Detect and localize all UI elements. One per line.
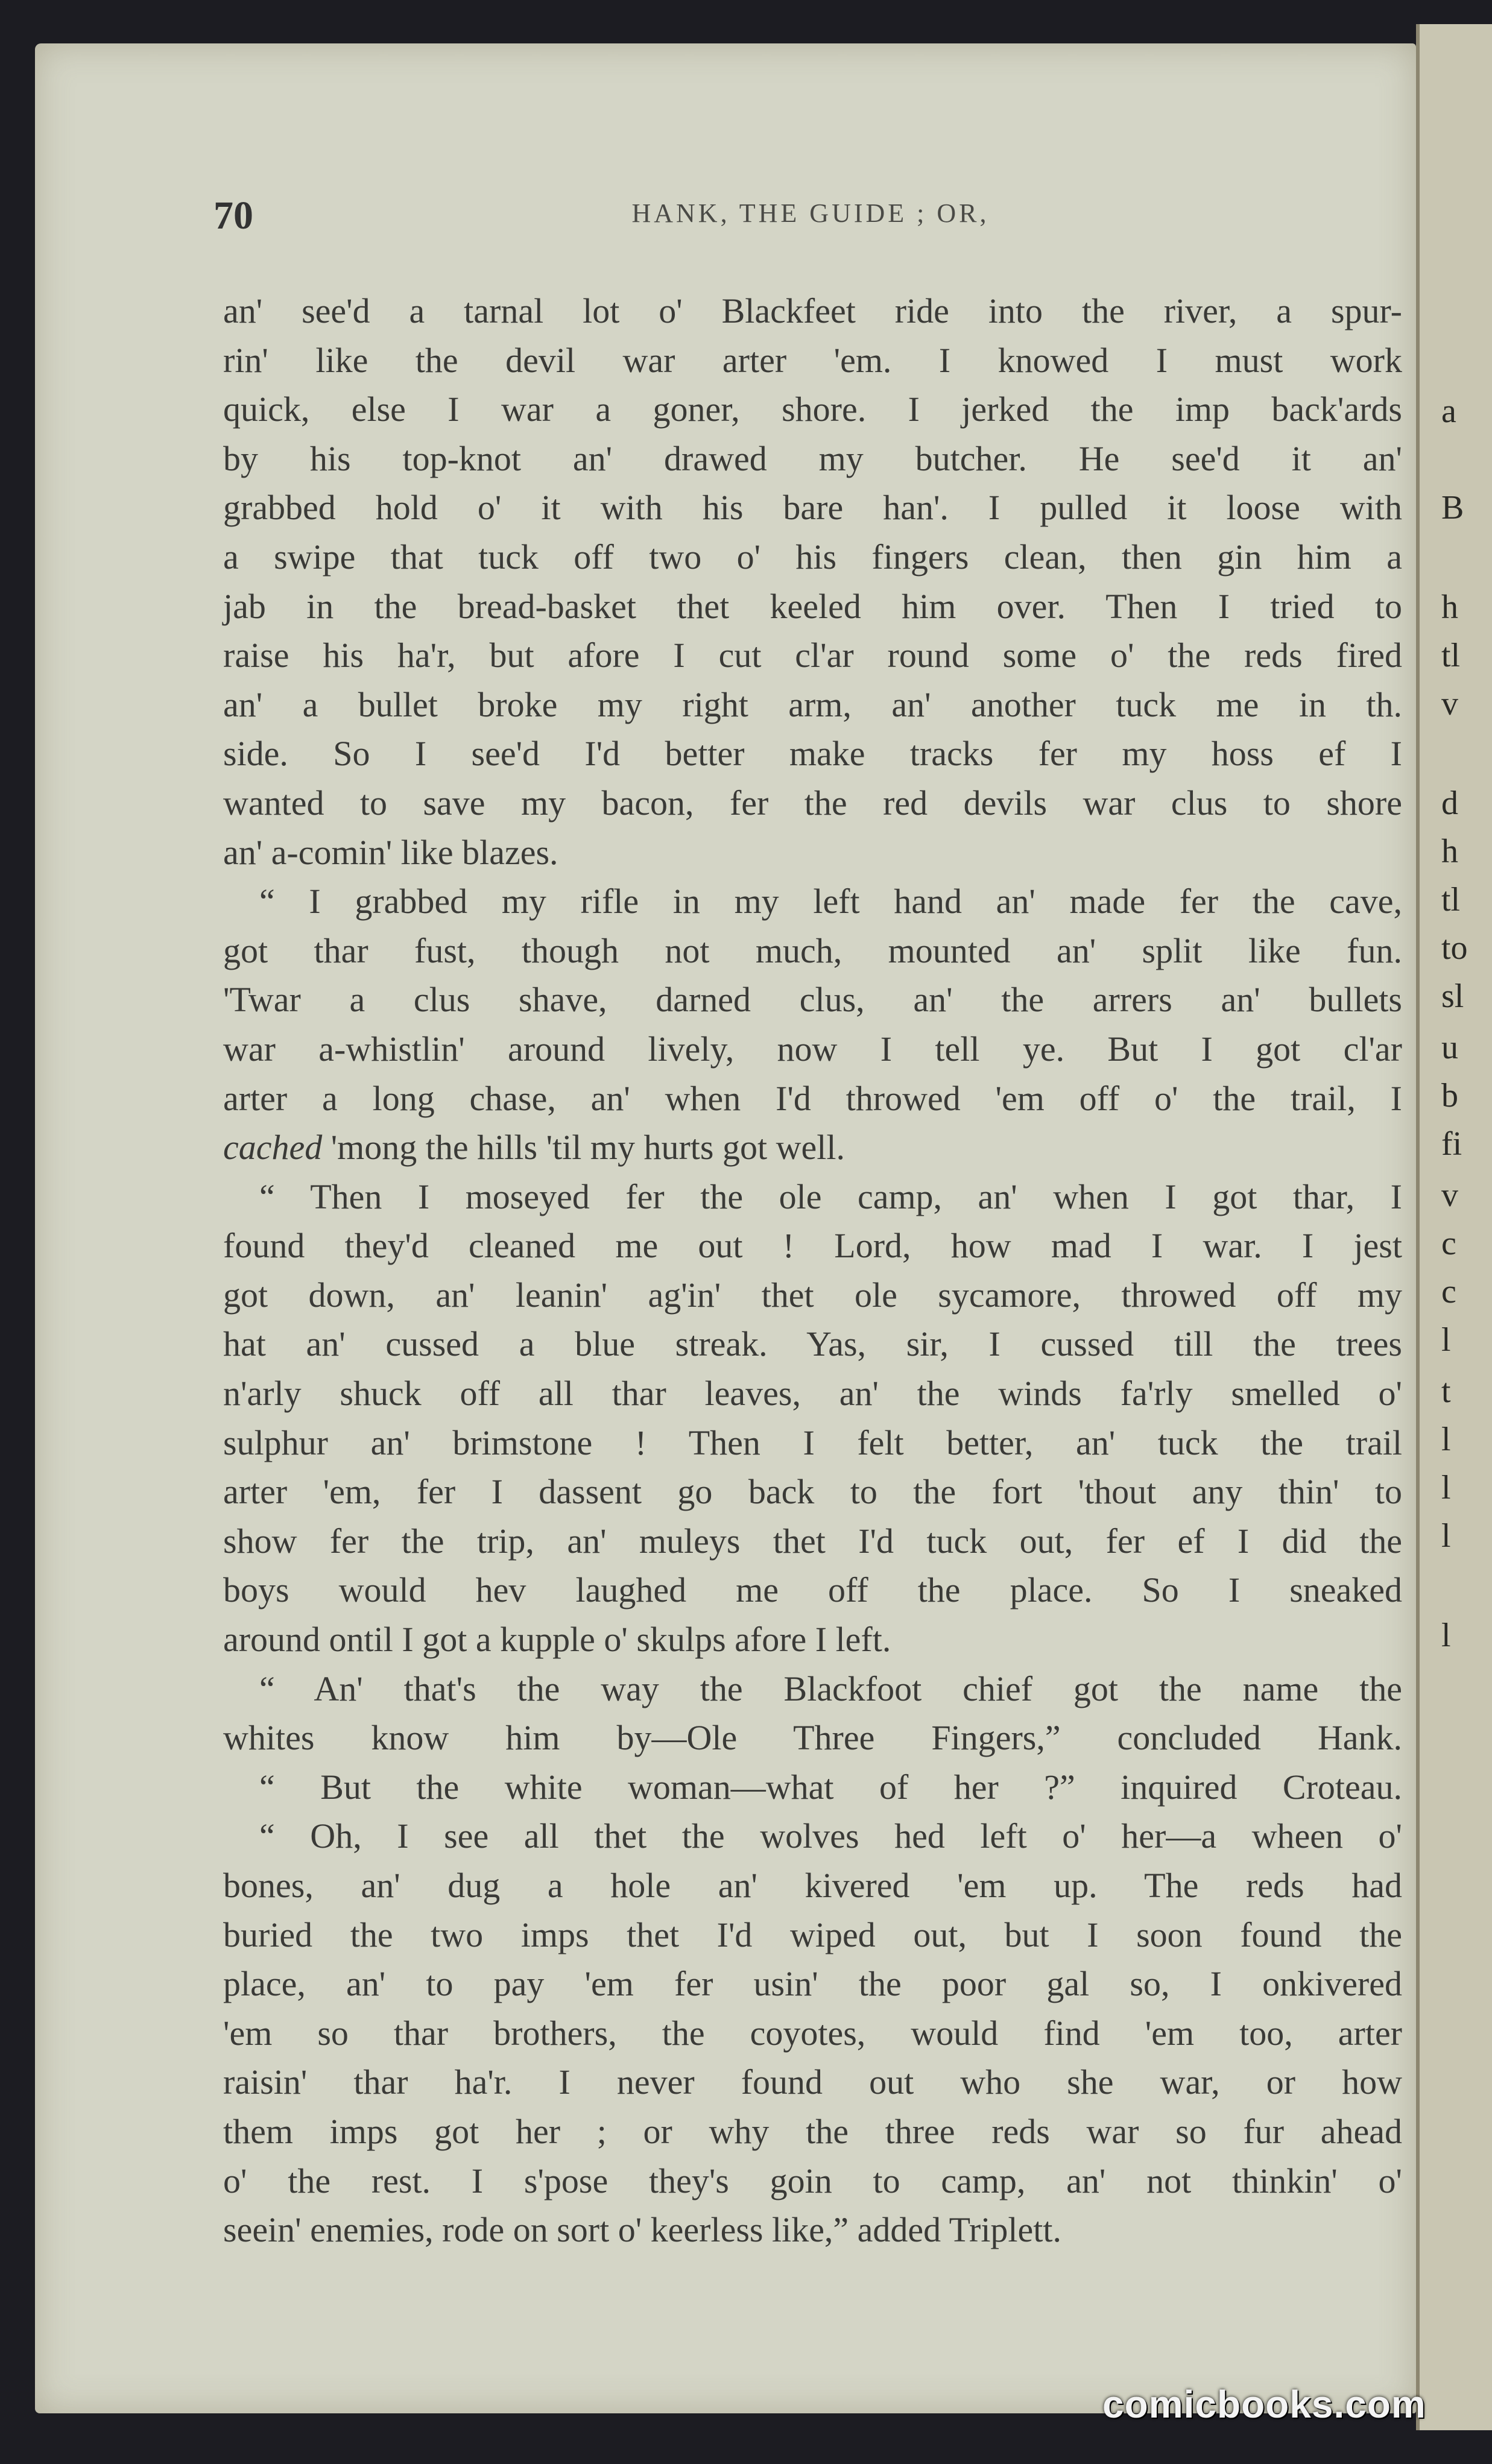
page-number: 70 [213, 194, 253, 238]
watermark: comicbooks.com [1102, 2383, 1426, 2426]
facing-fragment: l [1441, 1617, 1451, 1654]
text-line: 'Twar a clus shave, darned clus, an' the arrers an' bullets [223, 980, 1402, 1020]
text-line: place, an' to pay 'em fer usin' the poor gal so, I onkivered [223, 1964, 1402, 2004]
text-line: boys would hev laughed me off the place. So I sneaked [223, 1570, 1402, 1610]
facing-fragment: B [1441, 489, 1464, 526]
text-line: jab in the bread-basket thet keeled him over. Then I tried to [223, 586, 1402, 626]
text-line: a swipe that tuck off two o' his fingers clean, then gin him a [223, 537, 1402, 577]
text-line: war a-whistlin' around lively, now I tell ye. But I got cl'ar [223, 1029, 1402, 1069]
text-line: 'em so thar brothers, the coyotes, would find 'em too, arter [223, 2013, 1402, 2053]
text-line: raisin' thar ha'r. I never found out who she war, or how [223, 2062, 1402, 2102]
facing-fragment: d [1441, 785, 1458, 822]
text-line: “ But the white woman—what of her ?” inquired Croteau. [259, 1767, 1402, 1807]
text-line: buried the two imps thet I'd wiped out, but I soon found the [223, 1915, 1402, 1954]
text-line: whites know him by—Ole Three Fingers,” concluded Hank. [223, 1718, 1402, 1758]
body-text [223, 286, 1402, 2255]
text-line: arter a long chase, an' when I'd throwed 'em off o' the trail, I [223, 1078, 1402, 1118]
text-line: quick, else I war a goner, shore. I jerked the imp back'ards [223, 390, 1402, 429]
text-line: found they'd cleaned me out ! Lord, how mad I war. I jest [223, 1226, 1402, 1266]
facing-fragment: b [1441, 1077, 1458, 1114]
facing-fragment: u [1441, 1029, 1458, 1066]
text-line: grabbed hold o' it with his bare han'. I pulled it loose with [223, 488, 1402, 528]
text-line: hat an' cussed a blue streak. Yas, sir, I cussed till the trees [223, 1324, 1402, 1364]
facing-fragment: h [1441, 833, 1458, 870]
facing-fragment: l [1441, 1469, 1451, 1506]
text-line: by his top-knot an' drawed my butcher. He see'd it an' [223, 438, 1402, 478]
facing-fragment: l [1441, 1517, 1451, 1555]
text-line: side. So I see'd I'd better make tracks fer my hoss ef I [223, 734, 1402, 774]
italic-word: cached [223, 1128, 323, 1167]
facing-fragment: tl [1441, 881, 1461, 918]
text-line: bones, an' dug a hole an' kivered 'em up. The reds had [223, 1866, 1402, 1905]
facing-fragment: c [1441, 1273, 1456, 1310]
facing-fragment: to [1441, 929, 1468, 967]
text-line: show fer the trip, an' muleys thet I'd tuck out, fer ef I did the [223, 1521, 1402, 1561]
text-line: “ Oh, I see all thet the wolves hed left o' her—a wheen o' [259, 1816, 1402, 1856]
text-line: an' a bullet broke my right arm, an' another tuck me in th. [223, 684, 1402, 724]
text-line: wanted to save my bacon, fer the red devils war clus to shore [223, 783, 1402, 823]
text-line: an' see'd a tarnal lot o' Blackfeet ride into the river, a spur- [223, 291, 1402, 330]
facing-fragment: v [1441, 1177, 1458, 1214]
text-line: got down, an' leanin' ag'in' thet ole sycamore, throwed off my [223, 1275, 1402, 1315]
text-line: seein' enemies, rode on sort o' keerless like,” added Triplett. [223, 2210, 1062, 2250]
facing-fragment: l [1441, 1421, 1451, 1458]
text-line: arter 'em, fer I dassent go back to the fort 'thout any thin' to [223, 1472, 1402, 1512]
text-line: o' the rest. I s'pose they's goin to camp, an' not thinkin' o' [223, 2161, 1402, 2200]
running-title: HANK, THE GUIDE ; OR, [631, 198, 990, 228]
text-line: them imps got her ; or why the three reds war so fur ahead [223, 2111, 1402, 2151]
facing-fragment: t [1441, 1373, 1451, 1410]
text-line: got thar fust, though not much, mounted an' split like fun. [223, 930, 1402, 970]
text-line [223, 1123, 1402, 1172]
text-line: around ontil I got a kupple o' skulps afore I left. [223, 1620, 891, 1660]
facing-fragment: a [1441, 393, 1456, 430]
text-line: an' a-comin' like blazes. [223, 832, 558, 872]
text-line: raise his ha'r, but afore I cut cl'ar round some o' the reds fired [223, 636, 1402, 675]
facing-fragment: tl [1441, 637, 1461, 674]
text-line: “ An' that's the way the Blackfoot chief got the name the [259, 1669, 1402, 1708]
facing-fragment: c [1441, 1225, 1456, 1262]
facing-fragment: fi [1441, 1125, 1462, 1163]
facing-fragment: v [1441, 685, 1458, 722]
facing-fragment: l [1441, 1321, 1451, 1359]
running-head [213, 193, 1408, 241]
text-line: “ I grabbed my rifle in my left hand an' made fer the cave, [259, 882, 1402, 921]
facing-fragment: sl [1441, 978, 1464, 1015]
text-line-rest: 'mong the hills 'til my hurts got well. [330, 1128, 845, 1167]
facing-page-edge [1416, 24, 1492, 2430]
facing-fragment: h [1441, 589, 1458, 626]
text-line: n'arly shuck off all thar leaves, an' the winds fa'rly smelled o' [223, 1374, 1402, 1414]
text-line: “ Then I moseyed fer the ole camp, an' when I got thar, I [259, 1177, 1402, 1216]
text-line: rin' like the devil war arter 'em. I knowed I must work [223, 340, 1402, 380]
text-line: sulphur an' brimstone ! Then I felt better, an' tuck the trail [223, 1423, 1402, 1462]
